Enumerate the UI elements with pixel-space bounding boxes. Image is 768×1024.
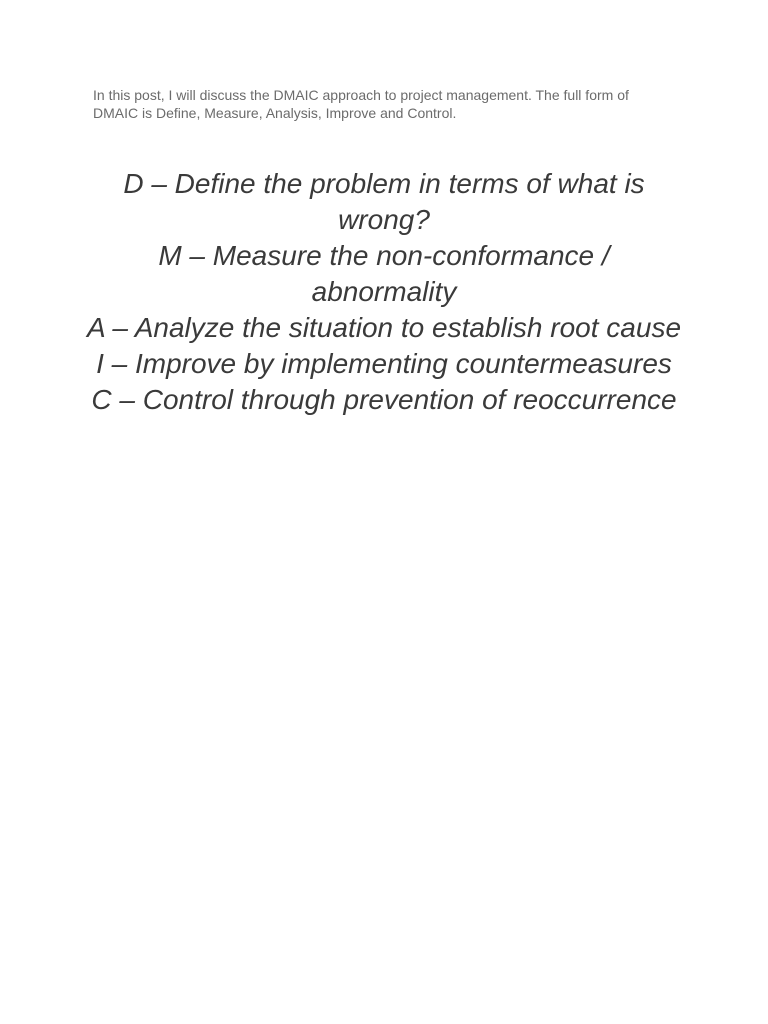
step-control: C – Control through prevention of reoccurrence <box>91 384 677 415</box>
step-define: D – Define the problem in terms of what is wrong? <box>123 168 645 235</box>
dmaic-steps-list <box>84 166 684 418</box>
step-analyze: A – Analyze the situation to establish root cause <box>86 312 682 343</box>
step-measure: M – Measure the non-conformance / abnormality <box>158 240 610 307</box>
step-improve: I – Improve by implementing countermeasures <box>96 348 672 379</box>
intro-paragraph: In this post, I will discuss the DMAIC approach to project management. The full form of DMAIC is Define, Measure, Analysis, Improve and Control. <box>93 87 629 121</box>
